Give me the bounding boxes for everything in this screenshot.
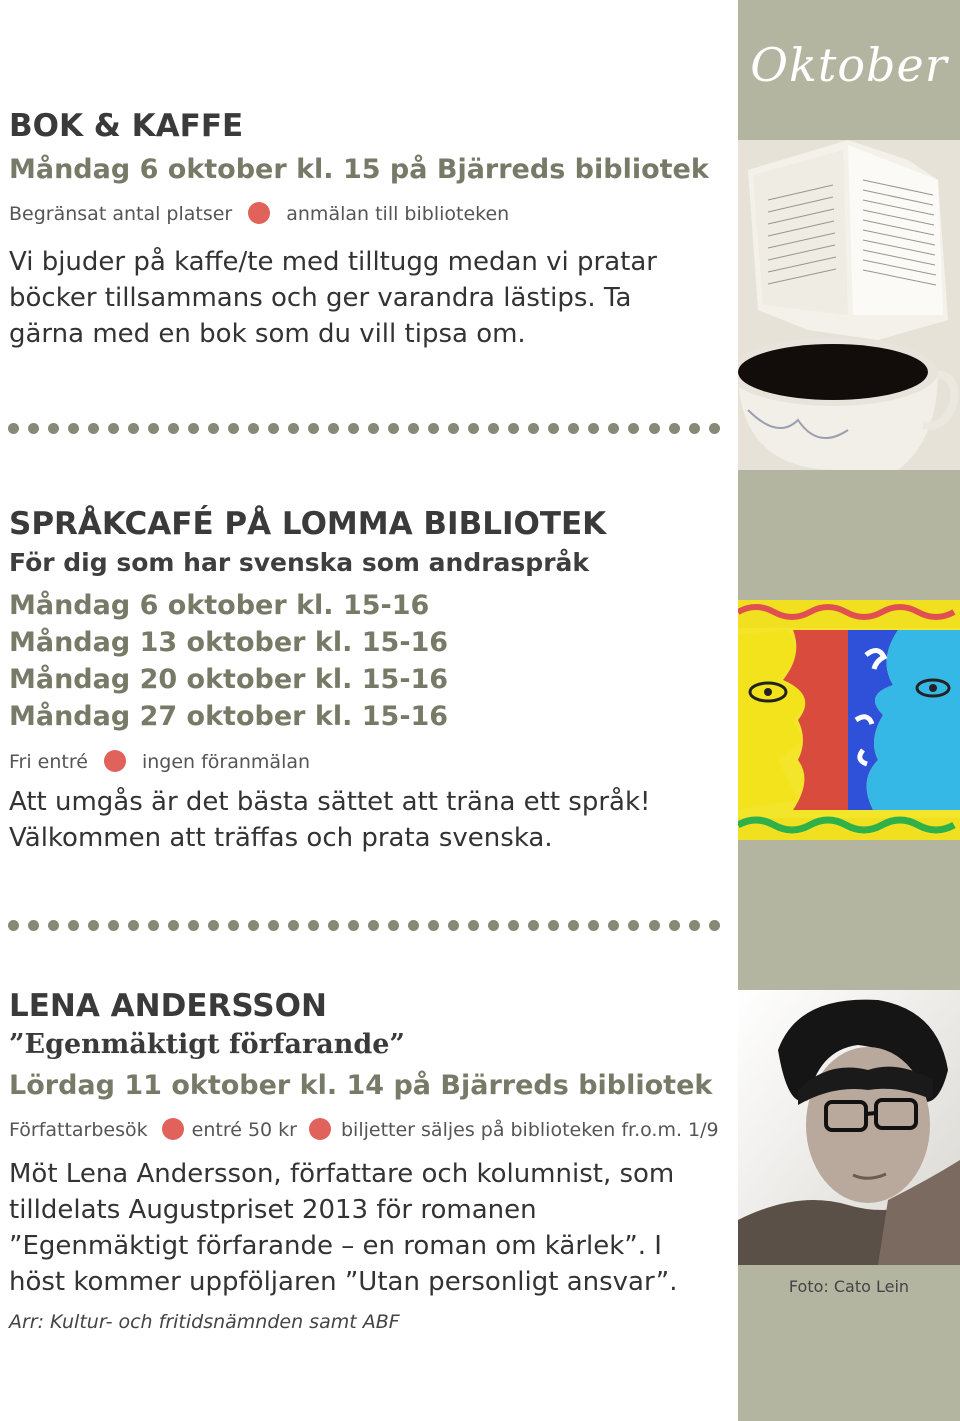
event2-date-3: Måndag 20 oktober kl. 15-16	[9, 664, 449, 695]
event3-subtitle: Lördag 11 oktober kl. 14 på Bjärreds bibliotek	[9, 1070, 713, 1101]
bullet-dot	[104, 750, 126, 772]
event2-meta	[9, 750, 310, 773]
event3-meta-tickets: biljetter säljes på biblioteken fr.o.m. 1/9	[341, 1119, 719, 1141]
bullet-dot	[309, 1118, 331, 1140]
event3-title: LENA ANDERSSON	[9, 988, 327, 1024]
event3-description: Möt Lena Andersson, författare och kolumnist, som tilldelats Augustpriset 2013 för romanen ”Egenmäktigt förfarande – en roman om kärlek”. I höst kommer uppföljaren ”Utan personligt ansvar”.	[9, 1159, 678, 1297]
separator-dots-2	[8, 920, 720, 932]
event2-title: SPRÅKCAFÉ PÅ LOMMA BIBLIOTEK	[9, 506, 607, 542]
event3-book-title: ”Egenmäktigt förfarande”	[9, 1029, 405, 1060]
author-portrait	[738, 990, 960, 1265]
event2-subtitle: För dig som har svenska som andraspråk	[9, 548, 590, 577]
event2-meta-registration: ingen föranmälan	[141, 751, 311, 773]
event1-meta-capacity: Begränsat antal platser	[9, 203, 233, 225]
faces-artwork	[738, 600, 960, 840]
event2-date-2: Måndag 13 oktober kl. 15-16	[9, 627, 449, 658]
event2-description: Att umgås är det bästa sättet att träna ett språk! Välkommen att träffas och prata svenska.	[9, 787, 651, 853]
organizer-note: Arr: Kultur- och fritidsnämnden samt ABF	[9, 1311, 400, 1333]
photo-caption: Foto: Cato Lein	[788, 1277, 910, 1296]
book-coffee-photo	[738, 140, 960, 470]
event2-date-1: Måndag 6 oktober kl. 15-16	[9, 590, 430, 621]
event1-meta	[9, 202, 509, 225]
separator-dots-1	[8, 423, 720, 435]
event1-title: BOK & KAFFE	[9, 108, 244, 144]
event1-subtitle: Måndag 6 oktober kl. 15 på Bjärreds bibliotek	[9, 154, 709, 185]
event3-meta-price: entré 50 kr	[191, 1119, 297, 1141]
bullet-dot	[248, 202, 270, 224]
event3-meta	[9, 1118, 719, 1141]
month-heading: Oktober	[750, 38, 948, 92]
event1-meta-signup: anmälan till biblioteken	[286, 203, 510, 225]
event1-description: Vi bjuder på kaffe/te med tilltugg medan vi pratar böcker tillsammans och ger varandra lästips. Ta gärna med en bok som du vill tipsa om.	[9, 247, 657, 349]
event2-meta-entry: Fri entré	[9, 751, 88, 773]
bullet-dot	[162, 1118, 184, 1140]
event2-date-4: Måndag 27 oktober kl. 15-16	[9, 701, 449, 732]
event3-meta-visit: Författarbesök	[9, 1119, 148, 1141]
